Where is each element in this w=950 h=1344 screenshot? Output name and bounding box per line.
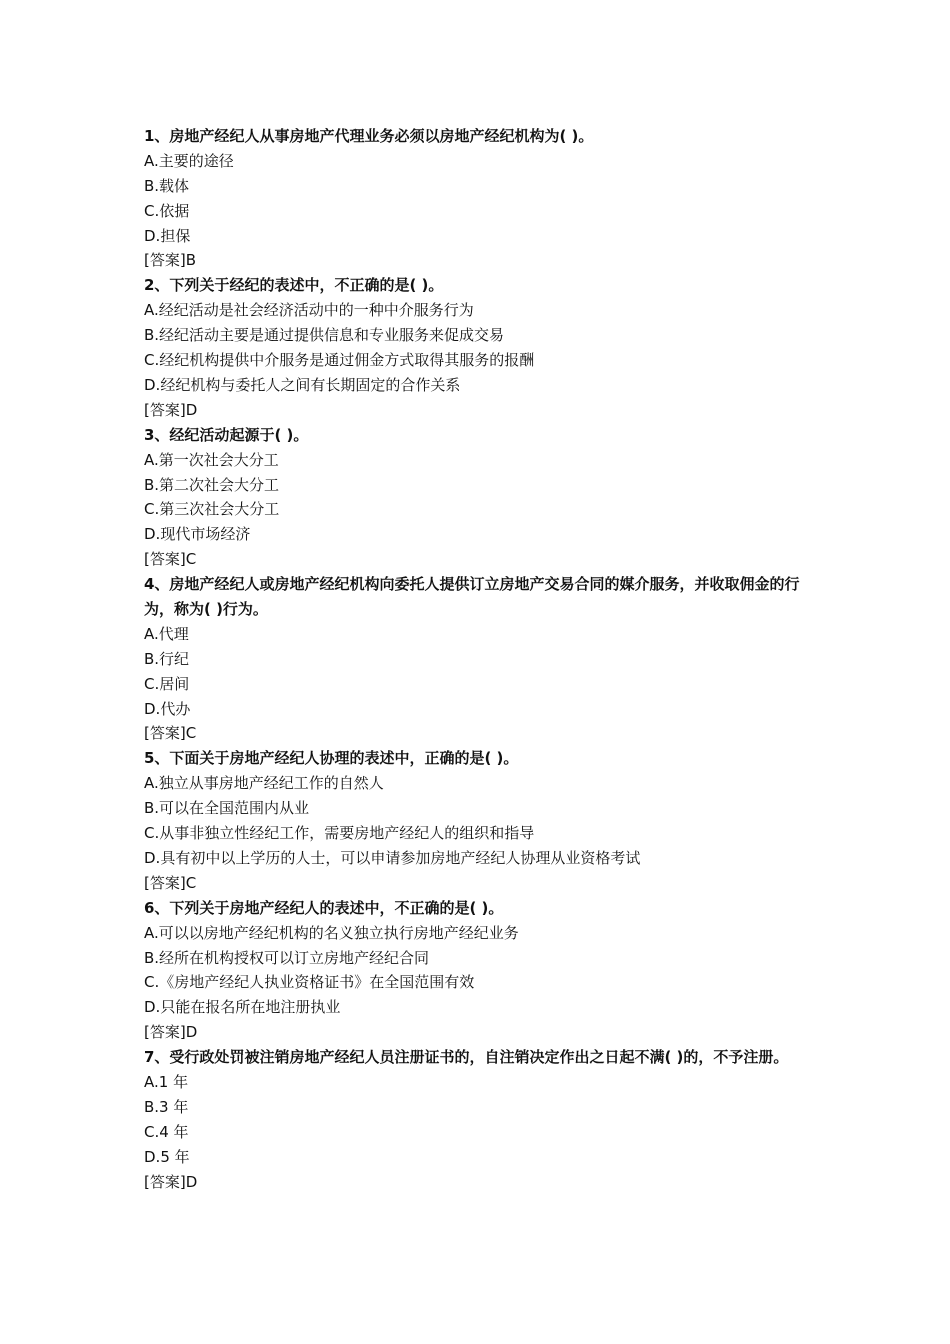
option-c: C.依据: [144, 201, 190, 220]
option-a: A.第一次社会大分工: [144, 450, 279, 469]
option-c: C.居间: [144, 674, 190, 693]
question-title: 4、房地产经纪人或房地产经纪机构向委托人提供订立房地产交易合同的媒介服务，并收取佣金的行为，称为( )行为。: [144, 575, 800, 618]
question-title: 3、经纪活动起源于( )。: [144, 425, 309, 444]
option-c: C.从事非独立性经纪工作，需要房地产经纪人的组织和指导: [144, 824, 535, 843]
option-d: D.5 年: [144, 1147, 190, 1166]
option-d: D.具有初中以上学历的人士，可以申请参加房地产经纪人协理从业资格考试: [144, 848, 641, 867]
option-d: D.担保: [144, 226, 191, 245]
option-d: D.经纪机构与委托人之间有长期固定的合作关系: [144, 375, 461, 394]
option-b: B.第二次社会大分工: [144, 475, 280, 494]
answer: [答案]D: [144, 1172, 198, 1191]
question-title: 7、受行政处罚被注销房地产经纪人员注册证书的，自注销决定作出之日起不满( )的，不予注册。: [144, 1048, 789, 1067]
option-c: C.经纪机构提供中介服务是通过佣金方式取得其服务的报酬: [144, 351, 535, 370]
question-title: 5、下面关于房地产经纪人协理的表述中，正确的是( )。: [144, 749, 519, 768]
option-b: B.行纪: [144, 649, 190, 668]
answer: [答案]C: [144, 550, 197, 569]
option-a: A.主要的途径: [144, 151, 234, 170]
answer: [答案]B: [144, 251, 196, 270]
option-b: B.经纪活动主要是通过提供信息和专业服务来促成交易: [144, 326, 505, 345]
option-b: B.载体: [144, 176, 190, 195]
option-d: D.只能在报名所在地注册执业: [144, 998, 341, 1017]
answer: [答案]C: [144, 724, 197, 743]
option-c: C.4 年: [144, 1122, 189, 1141]
option-c: C.《房地产经纪人执业资格证书》在全国范围有效: [144, 973, 475, 992]
question-title: 1、房地产经纪人从事房地产代理业务必须以房地产经纪机构为( )。: [144, 127, 594, 145]
option-b: B.3 年: [144, 1097, 189, 1116]
document-page: [144, 124, 816, 1194]
answer: [答案]D: [144, 1023, 198, 1042]
option-d: D.代办: [144, 699, 191, 718]
option-b: B.可以在全国范围内从业: [144, 799, 310, 818]
question-title: 2、下列关于经纪的表述中，不正确的是( )。: [144, 276, 444, 295]
option-a: A.代理: [144, 624, 189, 643]
answer: [答案]D: [144, 400, 198, 419]
option-a: A.1 年: [144, 1072, 189, 1091]
option-a: A.经纪活动是社会经济活动中的一种中介服务行为: [144, 301, 474, 320]
option-a: A.独立从事房地产经纪工作的自然人: [144, 774, 384, 793]
option-b: B.经所在机构授权可以订立房地产经纪合同: [144, 948, 430, 967]
option-d: D.现代市场经济: [144, 525, 251, 544]
option-a: A.可以以房地产经纪机构的名义独立执行房地产经纪业务: [144, 923, 519, 942]
option-c: C.第三次社会大分工: [144, 500, 280, 519]
question-title: 6、下列关于房地产经纪人的表述中，不正确的是( )。: [144, 898, 504, 917]
answer: [答案]C: [144, 873, 197, 892]
